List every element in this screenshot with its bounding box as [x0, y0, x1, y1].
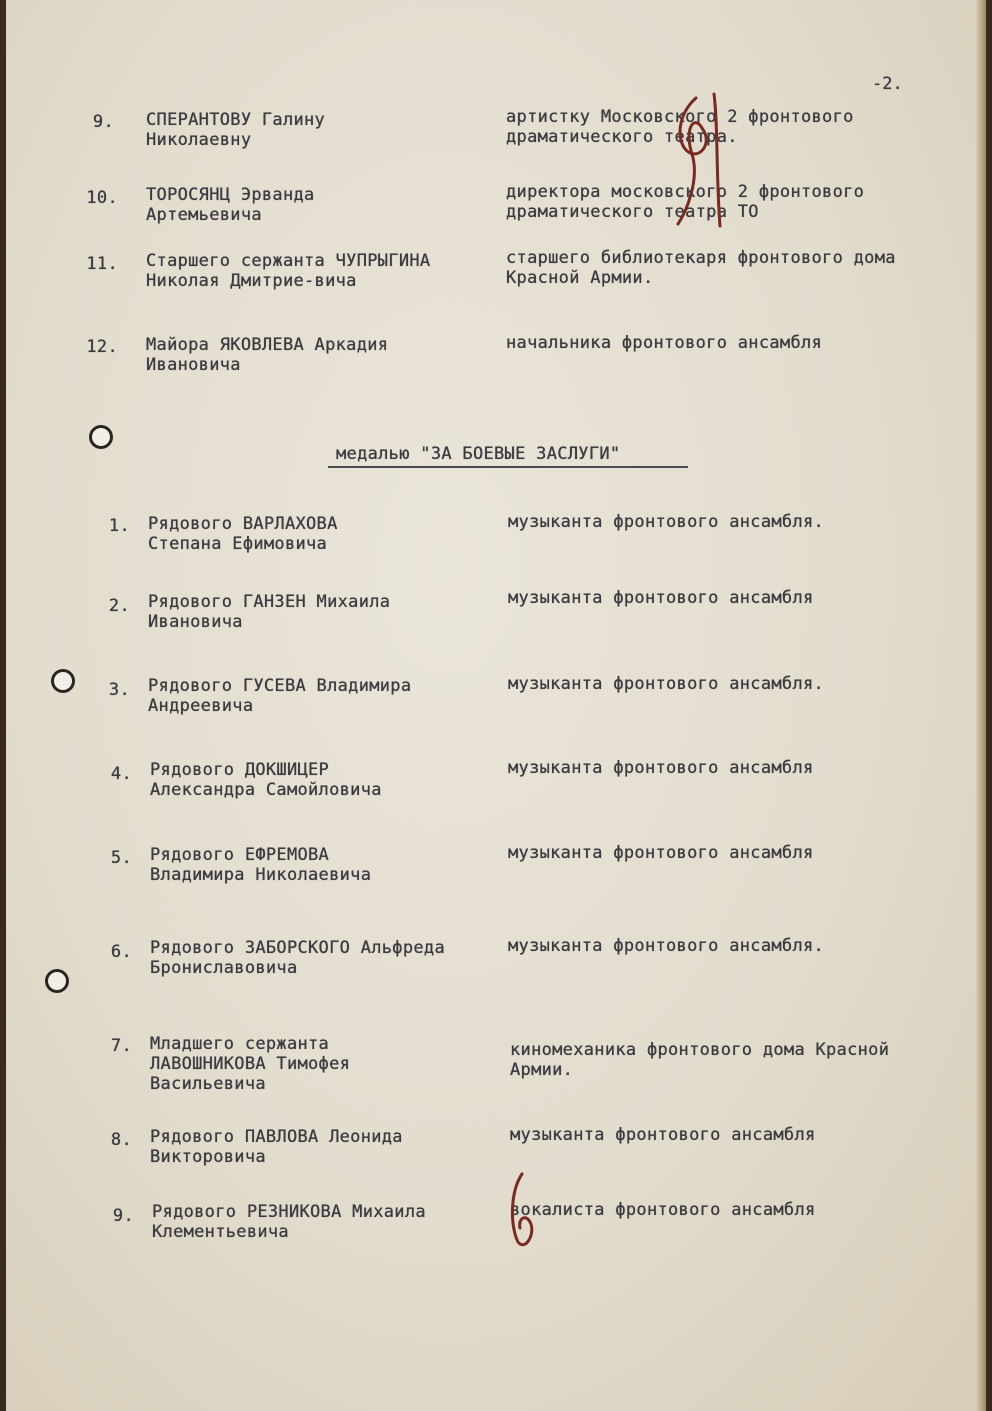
entry-position: музыканта фронтового ансамбля. [508, 674, 825, 694]
entry-number: 10. [86, 188, 118, 208]
page-edge [976, 0, 986, 1411]
document-page [6, 0, 986, 1411]
entry-name: Рядового ЕФРЕМОВА Владимира Николаевича [150, 845, 372, 885]
entry-name: Рядового ГАНЗЕН Михаила Ивановича [148, 592, 391, 632]
entry-position: музыканта фронтового ансамбля. [508, 512, 825, 532]
entry-position: киномеханика фронтового дома Красной Армии. [510, 1040, 890, 1080]
entry-name: Майора ЯКОВЛЕВА Аркадия Ивановича [146, 335, 389, 375]
entry-number: 8. [110, 1130, 132, 1150]
entry-position: музыканта фронтового ансамбля [508, 843, 814, 863]
entry-position: музыканта фронтового ансамбля [510, 1125, 816, 1145]
entry-number: 11. [86, 254, 118, 274]
entry-number: 7. [110, 1036, 132, 1056]
binder-hole [92, 428, 110, 446]
entry-number: 9. [112, 1206, 134, 1226]
entry-number: 4. [110, 764, 132, 784]
entry-name: Рядового ПАВЛОВА Леонида Викторовича [150, 1127, 403, 1167]
entry-number: 12. [86, 337, 118, 357]
entry-position: директора московского 2 фронтового драматического театра ТО [506, 182, 865, 222]
entry-name: Рядового ЗАБОРСКОГО Альфреда Брониславовича [150, 938, 445, 978]
section-heading: медалью "ЗА БОЕВЫЕ ЗАСЛУГИ" [336, 444, 621, 464]
entry-name: Рядового ВАРЛАХОВА Степана Ефимовича [148, 514, 338, 554]
entry-position: артистку Московского 2 фронтового драматического театра. [506, 107, 854, 147]
entry-position: вокалиста фронтового ансамбля [510, 1200, 816, 1220]
binder-hole [48, 972, 66, 990]
entry-number: 3. [108, 680, 130, 700]
entry-position: музыканта фронтового ансамбля [508, 758, 814, 778]
entry-number: 1. [108, 516, 130, 536]
page-number: -2. [872, 74, 903, 94]
entry-name: ТОРОСЯНЦ Эрванда Артемьевича [146, 185, 315, 225]
entry-position: музыканта фронтового ансамбля. [508, 936, 825, 956]
entry-position: старшего библиотекаря фронтового дома Красной Армии. [506, 248, 896, 288]
entry-position: начальника фронтового ансамбля [506, 333, 823, 353]
entry-number: 5. [110, 848, 132, 868]
entry-name: Рядового РЕЗНИКОВА Михаила Клементьевича [152, 1202, 426, 1242]
entry-name: Рядового ГУСЕВА Владимира Андреевича [148, 676, 412, 716]
binder-hole [54, 672, 72, 690]
entry-name: Старшего сержанта ЧУПРЫГИНА Николая Дмитрие-вича [146, 251, 431, 291]
heading-underline [328, 466, 688, 468]
entry-name: СПЕРАНТОВУ Галину Николаевну [146, 110, 326, 150]
entry-name: Младшего сержанта ЛАВОШНИКОВА Тимофея Васильевича [150, 1034, 351, 1094]
entry-number: 6. [110, 942, 132, 962]
entry-number: 9. [92, 112, 114, 132]
entry-number: 2. [108, 596, 130, 616]
entry-name: Рядового ДОКШИЦЕР Александра Самойловича [150, 760, 382, 800]
entry-position: музыканта фронтового ансамбля [508, 588, 814, 608]
